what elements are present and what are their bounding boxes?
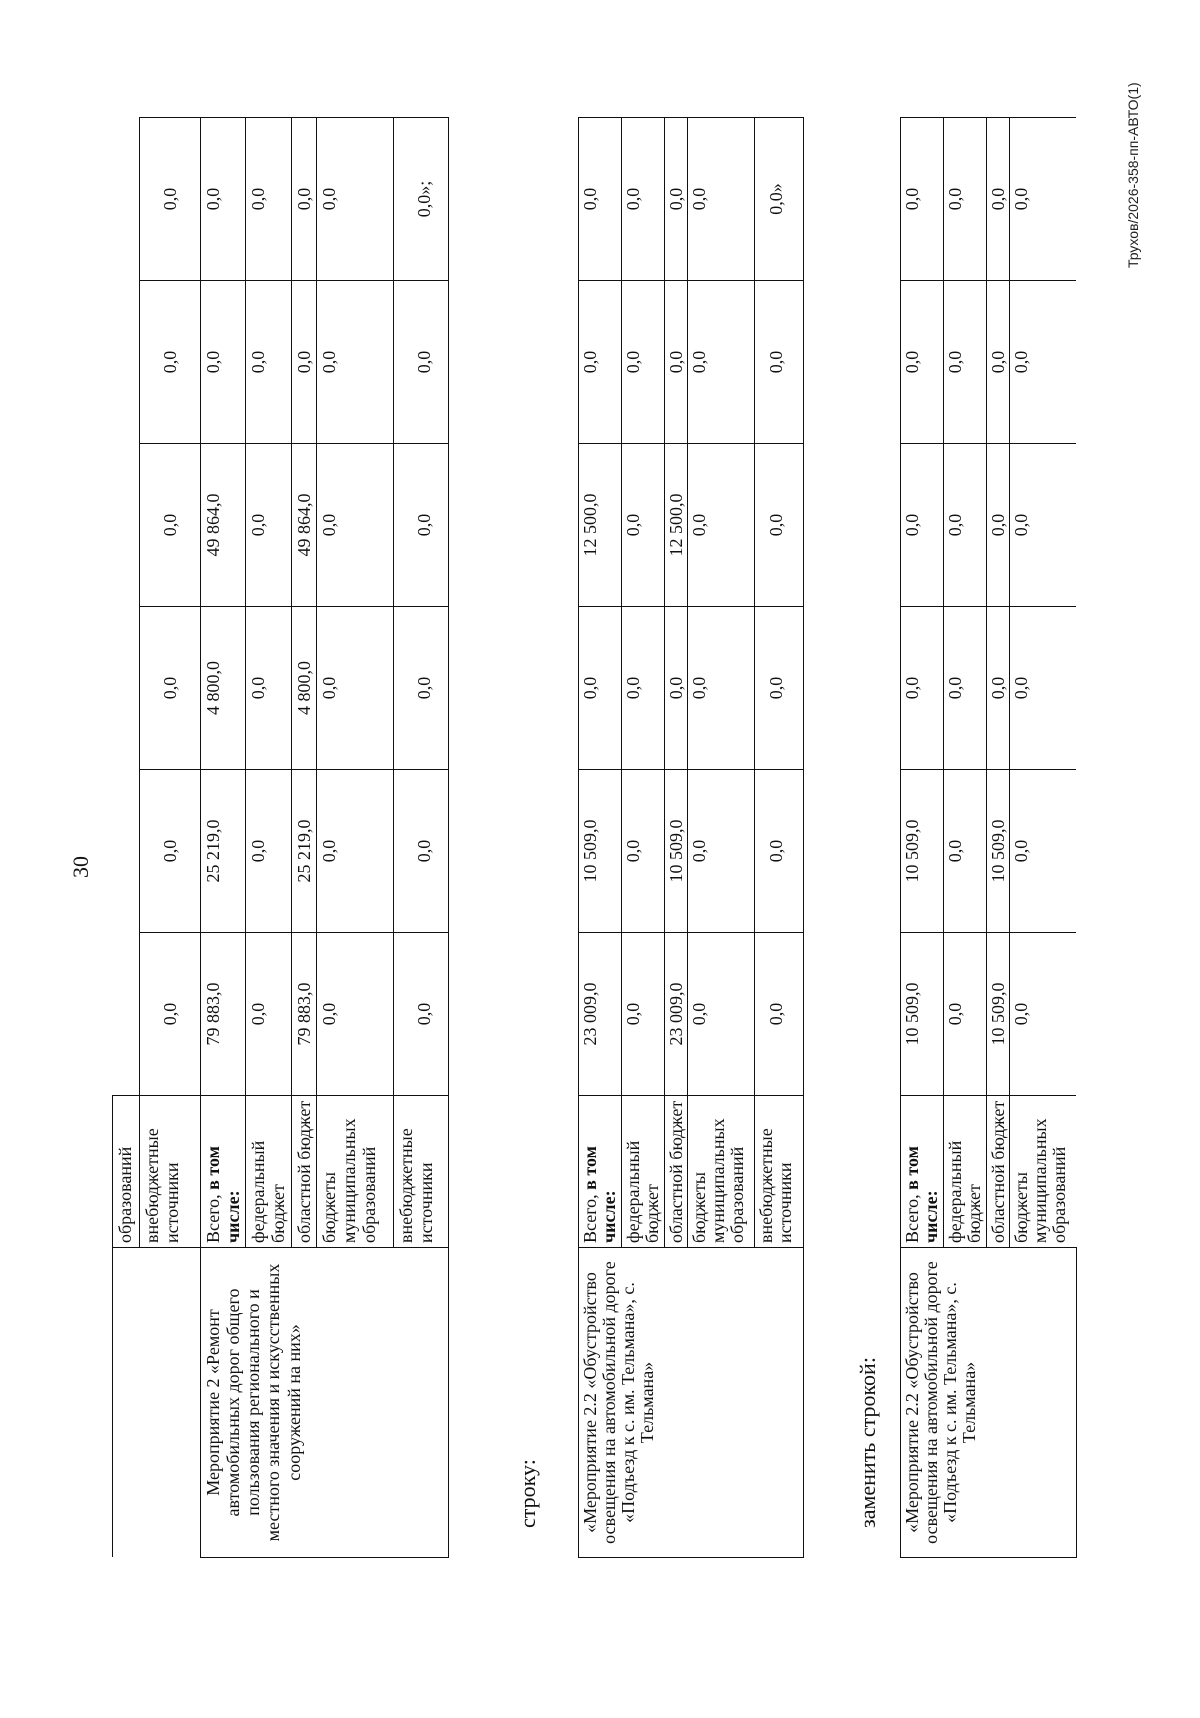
cell-value: 25 219,0 — [201, 770, 246, 933]
budget-table-new-row — [900, 117, 1077, 1558]
cell-label: Всего, в том числе: — [901, 1096, 944, 1248]
cell-label: Всего, в том числе: — [201, 1096, 246, 1248]
cell-value: 0,0 — [291, 281, 316, 444]
cell-value: 0,0 — [1010, 281, 1077, 444]
cell-value: 0,0 — [316, 444, 393, 607]
cell-value: 25 219,0 — [291, 770, 316, 933]
cell-value: 0,0 — [140, 770, 201, 933]
cell-value: 10 509,0 — [986, 933, 1010, 1096]
cell-label: Всего, в том числе: — [579, 1096, 622, 1248]
caption-zamenit: заменить строкой: — [855, 1357, 880, 1528]
cell-value: 0,0»; — [393, 117, 448, 280]
cell-value: 0,0 — [393, 444, 448, 607]
cell-value: 10 509,0 — [579, 770, 622, 933]
table-row — [901, 118, 944, 1558]
cell-value: 0,0 — [901, 118, 944, 281]
footer-document-code: Трухов/2026-358-пп-АВТО(1) — [1125, 82, 1141, 268]
cell-value: 0,0 — [246, 444, 291, 607]
event-name-cell: «Мероприятие 2.2 «Обустройство освещения на автомобильной дороге «Подъезд к с. им. Тельмана», с. Тельмана» — [901, 1248, 1077, 1558]
cell-value: 0,0 — [1010, 118, 1077, 281]
cell-value: 0,0 — [901, 444, 944, 607]
cell-value: 0,0 — [755, 281, 804, 444]
cell-value: 0,0 — [579, 607, 622, 770]
cell-value: 0,0 — [140, 933, 201, 1096]
caption-stroku: строку: — [515, 1459, 540, 1528]
cell-value: 0,0 — [755, 770, 804, 933]
cell-value: 0,0 — [943, 770, 986, 933]
cell-label: областной бюджет — [291, 1096, 316, 1248]
cell-value: 0,0 — [201, 281, 246, 444]
event-name-cell: Мероприятие 2 «Ремонт автомобильных дорог общего пользования регионального и местного значения и искусственных сооружений на них» — [201, 1248, 449, 1558]
cell-value: 49 864,0 — [291, 444, 316, 607]
cell-value: 0,0 — [246, 117, 291, 280]
cell-value: 49 864,0 — [201, 444, 246, 607]
event-name-cell: «Мероприятие 2.2 «Обустройство освещения на автомобильной дороге «Подъезд к с. им. Тельмана», с. Тельмана» — [579, 1248, 804, 1558]
cell-label: внебюджетные источники — [755, 1096, 804, 1248]
cell-value: 0,0 — [986, 281, 1010, 444]
cell-value: 10 509,0 — [986, 770, 1010, 933]
cell-value: 0,0 — [1010, 444, 1077, 607]
cell-value: 0,0 — [688, 933, 755, 1096]
cell-value: 0,0 — [316, 607, 393, 770]
cell-value: 0,0 — [986, 118, 1010, 281]
cell-value: 0,0 — [201, 117, 246, 280]
cell-value: 0,0 — [393, 770, 448, 933]
cell-value: 0,0 — [579, 281, 622, 444]
cell-value: 0,0 — [579, 118, 622, 281]
cell-value: 10 509,0 — [901, 770, 944, 933]
cell-value: 0,0 — [621, 770, 664, 933]
cell-value: 79 883,0 — [201, 933, 246, 1096]
cell-label: образований — [113, 1096, 140, 1248]
cell-value: 0,0 — [943, 118, 986, 281]
cell-value: 0,0 — [246, 770, 291, 933]
cell-label: федеральный бюджет — [246, 1096, 291, 1248]
cell-value: 0,0 — [986, 444, 1010, 607]
cell-value: 23 009,0 — [579, 933, 622, 1096]
cell-value: 0,0 — [140, 607, 201, 770]
cell-value: 0,0 — [393, 933, 448, 1096]
cell-value: 0,0 — [621, 607, 664, 770]
table-row — [201, 117, 246, 1557]
cell-value: 0,0 — [1010, 607, 1077, 770]
cell-value: 0,0 — [688, 118, 755, 281]
cell-value: 0,0 — [901, 607, 944, 770]
cell-value: 0,0 — [1010, 933, 1077, 1096]
cell-value: 0,0 — [621, 118, 664, 281]
cell-value: 0,0 — [943, 607, 986, 770]
table-row — [113, 117, 140, 1557]
table-row — [579, 118, 622, 1558]
cell-value: 0,0 — [316, 933, 393, 1096]
cell-value: 0,0 — [621, 281, 664, 444]
cell-value: 0,0 — [688, 281, 755, 444]
cell-value: 0,0 — [943, 444, 986, 607]
cell-value: 79 883,0 — [291, 933, 316, 1096]
cell-value: 0,0 — [755, 607, 804, 770]
cell-value: 0,0 — [621, 444, 664, 607]
cell-value: 0,0 — [140, 281, 201, 444]
cell-value: 0,0 — [246, 281, 291, 444]
cell-label: бюджеты муниципальных образований — [316, 1096, 393, 1248]
cell-value: 0,0 — [755, 933, 804, 1096]
cell-value: 0,0 — [246, 607, 291, 770]
budget-table-old-row — [578, 117, 804, 1558]
cell-value: 0,0 — [664, 607, 688, 770]
cell-label: федеральный бюджет — [621, 1096, 664, 1248]
cell-value: 0,0 — [664, 281, 688, 444]
cell-value: 0,0 — [316, 117, 393, 280]
cell-value: 0,0 — [291, 117, 316, 280]
cell-value: 12 500,0 — [664, 444, 688, 607]
cell-value: 10 509,0 — [901, 933, 944, 1096]
cell-value: 0,0 — [664, 118, 688, 281]
cell-label: внебюджетные источники — [140, 1096, 201, 1248]
cell-value: 0,0 — [688, 607, 755, 770]
cell-label: бюджеты муниципальных образований — [1010, 1096, 1077, 1248]
cell-value: 0,0 — [621, 933, 664, 1096]
cell-value: 4 800,0 — [291, 607, 316, 770]
cell-value: 0,0 — [943, 281, 986, 444]
cell-value: 0,0 — [901, 281, 944, 444]
cell-value: 0,0 — [986, 607, 1010, 770]
cell-value: 0,0 — [943, 933, 986, 1096]
cell-value: 4 800,0 — [201, 607, 246, 770]
cell-label: бюджеты муниципальных образований — [688, 1096, 755, 1248]
cell-value: 0,0 — [246, 933, 291, 1096]
cell-value: 0,0 — [688, 770, 755, 933]
cell-value: 10 509,0 — [664, 770, 688, 933]
cell-value: 0,0 — [688, 444, 755, 607]
budget-table-continuation — [112, 117, 449, 1558]
cell-label: областной бюджет — [986, 1096, 1010, 1248]
cell-value: 12 500,0 — [579, 444, 622, 607]
cell-value: 0,0 — [393, 281, 448, 444]
cell-value: 0,0 — [316, 770, 393, 933]
cell-value: 23 009,0 — [664, 933, 688, 1096]
cell-value: 0,0 — [140, 444, 201, 607]
cell-value: 0,0 — [316, 281, 393, 444]
cell-value: 0,0 — [1010, 770, 1077, 933]
cell-value: 0,0» — [755, 118, 804, 281]
cell-label: областной бюджет — [664, 1096, 688, 1248]
cell-value: 0,0 — [140, 117, 201, 280]
cell-label: внебюджетные источники — [393, 1096, 448, 1248]
cell-value: 0,0 — [755, 444, 804, 607]
cell-label: федеральный бюджет — [943, 1096, 986, 1248]
cell-value: 0,0 — [393, 607, 448, 770]
page-number: 30 — [68, 856, 93, 878]
